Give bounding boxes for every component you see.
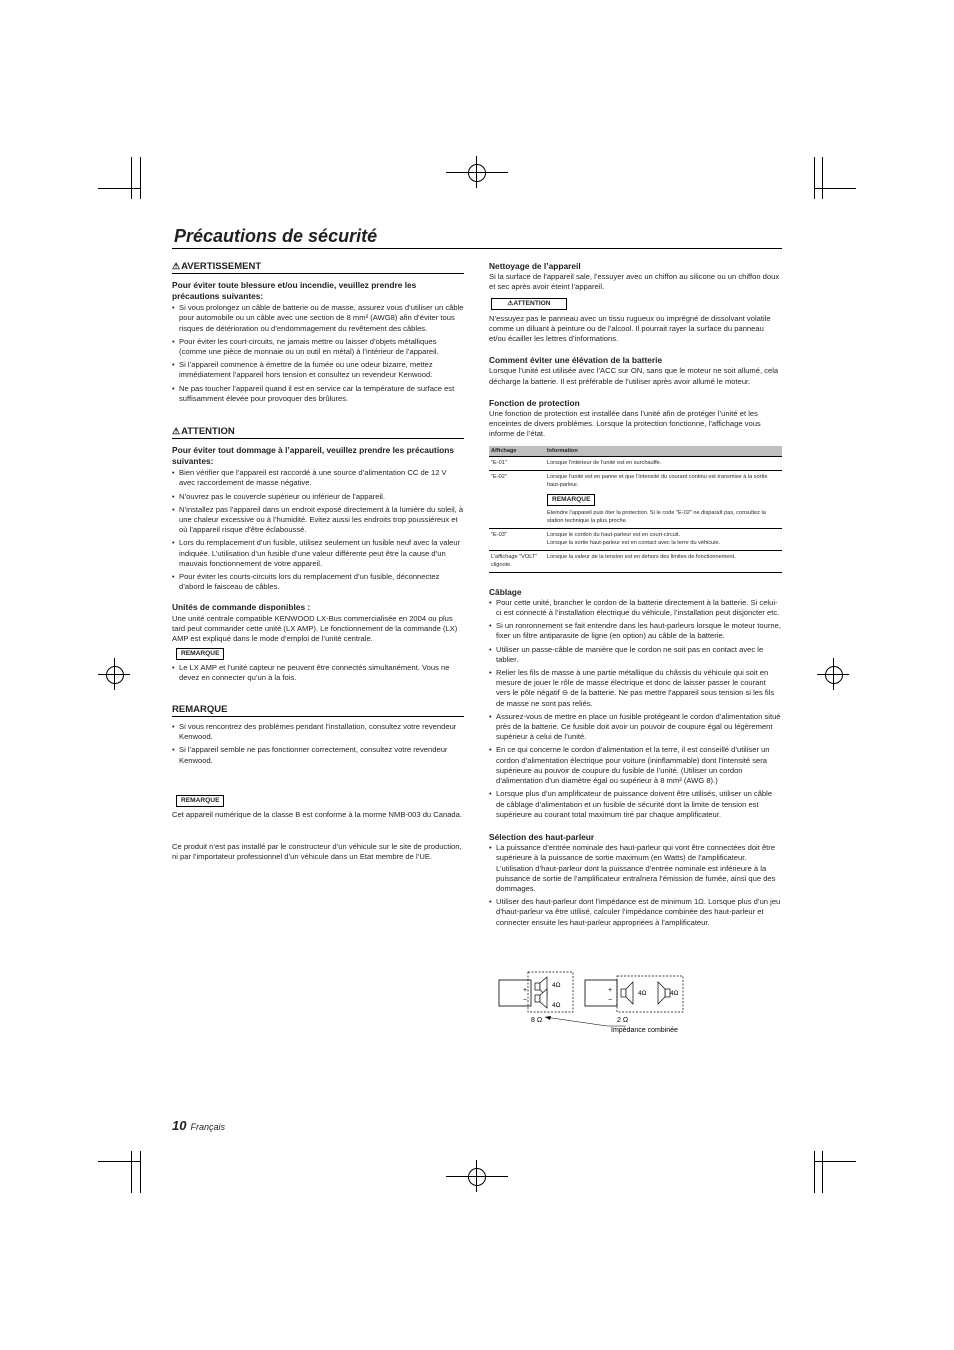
warning-triangle-icon: ⚠: [172, 261, 181, 271]
table-row: [489, 528, 782, 550]
list-item: • Si vous rencontrez des problèmes pendant l’installation, consultez votre revendeur Kenwood.: [172, 722, 464, 742]
canada-text: Cet appareil numérique de la classe B est conforme à la morme NMB-003 du Canada.: [172, 809, 462, 819]
speaker-icon: [535, 989, 547, 1008]
title-rule: [172, 248, 782, 249]
units-text: Une unité centrale compatible KENWOOD LX-Bus commercialisée en 2004 ou plus tard peut commander cette unité (LX AMP). Le fonctionnement de la commande (LX) AMP est expliqué dans le mode d’emploi de l’unité centrale.: [172, 613, 458, 644]
page-title: Précautions de sécurité: [174, 226, 378, 246]
series-total-label: 8 Ω: [531, 1017, 543, 1024]
svg-text:−: −: [523, 997, 528, 1004]
list-item: • Pour cette unité, brancher le cordon de la batterie directement à la batterie. Si celui-ci est connecté à l’installation électrique du véhicule, l’installation peut disjoncter etc.: [489, 598, 782, 618]
table-cell-text: Lorsque la sortie haut-parleur est en contact avec la terre du véhicule.: [547, 539, 721, 546]
speaker-icon: [621, 982, 633, 1004]
table-cell: [545, 528, 782, 550]
list-item: • Pour éviter les court-circuits, ne jamais mettre ou laisser d’objets métalliques (comme une pièce de monnaie ou un outil en métal) à l’intérieur de l’appareil.: [172, 337, 464, 357]
table-cell: "E-03": [489, 528, 545, 550]
list-item: • La puissance d’entrée nominale des haut-parleur qui vont être connectées doit être supérieure à la puissance de sortie maximum (en Watts) de l’amplificateur. L’utilisation d’haut-parleur dont la puissance d’entrée nominale est inférieure à la puissance de sortie de l’amplificateur entraînera l’émission de fumée, ainsi que des dommages.: [489, 843, 782, 894]
right-column: [489, 261, 782, 931]
list-item: • En ce qui concerne le cordon d’alimentation et la terre, il est conseillé d’utiliser un cordon d’alimentation électrique pour voiture (ininflammable) dont l’intensité sera supérieure au pouvoir de coupure du fusible de l’unité. (Utiliser un cordon d’alimentation d’un diamètre égal ou supérieur à 8 mm² (AWG 8).): [489, 745, 782, 786]
table-cell: "E-01": [489, 456, 545, 470]
cleaning-caution-text: N’essuyez pas le panneau avec un tissu rugueux ou imprégné de dissolvant volatile comme un diluant à peinture ou de l’alcool. Il pourrait rayer la surface du panneau et/ou écailler les lettres d’informations.: [489, 313, 771, 344]
units-note-badge: REMARQUE: [176, 648, 224, 660]
cleaning-heading: Nettoyage de l’appareil: [489, 261, 581, 271]
list-item: • N’ouvrez pas le couvercle supérieur ou inférieur de l’appareil.: [172, 492, 464, 502]
parallel-total-label: 2 Ω: [617, 1017, 629, 1024]
warning-triangle-icon: ⚠: [172, 426, 181, 437]
page-footer: [172, 1118, 225, 1133]
list-item: • Si l’appareil semble ne pas fonctionner correctement, consultez votre revendeur Kenwood.: [172, 745, 464, 765]
table-header-row: [489, 446, 782, 457]
table-cell-text: Lorsque le cordon du haut-parleur est en court-circuit.: [547, 531, 681, 538]
warning-intro: Pour éviter toute blessure et/ou incendie, veuillez prendre les précautions suivantes:: [172, 280, 417, 302]
protection-note: Eteindre l’appareil puis ôter la protection. Si le code "E-02" ne disparaît pas, consultez la station technique la plus proche.: [547, 509, 766, 524]
page-number: 10: [172, 1118, 187, 1133]
diagram-caption: Impédance combinée: [611, 1027, 678, 1034]
impedance-diagram: [495, 968, 705, 1036]
left-column: [172, 261, 464, 862]
list-item: • Si un ronronnement se fait entendre dans les haut-parleurs lorsque le moteur tourne, fixer un filtre antiparasite de ligne (en option) au câble de la batterie.: [489, 621, 782, 641]
amplifier-box-icon: [585, 980, 617, 1006]
canada-note-badge: REMARQUE: [176, 795, 224, 807]
list-item: • Utiliser des haut-parleur dont l’impédance est de minimum 1Ω. Lorsque plus d’un jeu d’haut-parleur va être utilisé, calculer l’impédance combinée des haut-parleur et connecter ensuite les haut-parleur appropriées à l’amplificateur.: [489, 897, 782, 928]
svg-text:−: −: [608, 997, 613, 1004]
list-item: • Lorsque plus d’un amplificateur de puissance doivent être utilisés, utiliser un câble de câblage d’alimentation et un fusible de sécurité dont la limite de tension est supérieure au courant total maximum tiré par chaque amplificateur.: [489, 789, 782, 820]
list-item: • Ne pas toucher l’appareil quand il est en service car la température de surface est suffisamment élevée pour provoquer des brûlures.: [172, 384, 464, 404]
list-item: • N’installez pas l’appareil dans un endroit exposé directement à la lumière du soleil, à une chaleur excessive ou à l’humidité. Evitez aussi les endroits trop poussiéreux et où l’appareil risque d’être éclaboussé.: [172, 505, 464, 536]
remarque-heading: REMARQUE: [172, 705, 464, 717]
cleaning-attention-badge: ⚠ATTENTION: [491, 298, 567, 310]
cabling-list: [489, 598, 782, 820]
warning-list: [172, 303, 464, 404]
svg-text:+: +: [608, 987, 613, 994]
footer-language: Français: [190, 1122, 225, 1132]
list-item: • Pour éviter les courts-circuits lors du remplacement d’un fusible, déconnectez d’abord le faisceau de câbles.: [172, 572, 464, 592]
list-item: • Bien vérifier que l’appareil est raccordé à une source d’alimentation CC de 12 V avec raccordement de masse négative.: [172, 468, 464, 488]
table-cell: "E-02": [489, 470, 545, 528]
list-item: • Si l’appareil commence à émettre de la fumée ou une odeur bizarre, mettez immédiatement l’appareil hors tension et consultez un revendeur Kenwood.: [172, 360, 464, 380]
list-item: • Assurez-vous de mettre en place un fusible protégeant le cordon d’alimentation situé près de la batterie. Ce fusible doit avoir un pouvoir de coupure égal ou légèrement supérieur à celui de l’unité.: [489, 712, 782, 743]
table-row: [489, 456, 782, 470]
speakers-heading: Sélection des haut-parleur: [489, 831, 595, 842]
battery-heading: Comment éviter une élévation de la batterie: [489, 355, 663, 366]
protection-text: Une fonction de protection est installée dans l’unité afin de protéger l’unité et les enceintes de divers problèmes. Lorsque la protection fonctionne, l’affichage vous informe de l’état.: [489, 409, 761, 439]
table-row: [489, 470, 782, 528]
table-cell: Lorsque la valeur de la tension est en dehors des limites de fonctionnement.: [545, 550, 782, 572]
cabling-heading: Câblage: [489, 586, 522, 597]
table-row: [489, 550, 782, 572]
units-note-list: [172, 663, 464, 683]
ohm-label: 4Ω: [670, 990, 679, 997]
units-heading: Unités de commande disponibles :: [172, 602, 311, 613]
protection-table: [489, 446, 782, 573]
svg-text:+: +: [523, 987, 528, 994]
caution-intro: Pour éviter tout dommage à l’appareil, veuillez prendre les précautions suivantes:: [172, 445, 455, 467]
table-header: Affichage: [489, 446, 545, 457]
caution-heading: ⚠ATTENTION: [172, 426, 464, 439]
warning-triangle-icon: ⚠: [507, 299, 514, 307]
list-item: • Le LX AMP et l’unité capteur ne peuvent être connectés simultanément. Vous ne devez en connecter qu’un à la fois.: [172, 663, 464, 683]
cleaning-text: Si la surface de l’appareil sale, l’essuyer avec un chiffon au silicone ou un chiffon doux et sec après avoir éteint l’appareil.: [489, 272, 780, 292]
ue-text: Ce produit n’est pas installé par le constructeur d’un véhicule sur le site de production, ni par l’importateur professionnel d’un véhicule dans un Etat membre de l’UE.: [172, 841, 462, 862]
list-item: • Si vous prolongez un câble de batterie ou de masse, assurez vous d’utiliser un câble pour automobile ou un câble avec une section de 8 mm² (AWG8) afin d’éviter tous risques de détérioration ou d’endommagement du revêtement des câbles.: [172, 303, 464, 334]
speakers-list: [489, 843, 782, 928]
table-cell: L’affichage "VOLT" clignote.: [489, 550, 545, 572]
protection-note-badge: REMARQUE: [547, 494, 595, 506]
speaker-icon: [658, 982, 670, 1004]
remarque-list: [172, 722, 464, 766]
table-cell: Lorsque l’intérieur de l’unité est en surchauffe.: [545, 456, 782, 470]
ohm-label: 4Ω: [552, 1002, 561, 1009]
table-cell-text: Lorsque l’unité est en panne et que l’intensité du courant continu est transmise à la sortie haut-parleur.: [547, 473, 768, 488]
warning-heading: ⚠AVERTISSEMENT: [172, 261, 464, 274]
list-item: • Relier les fils de masse à une partie métallique du châssis du véhicule qui soit en mesure de jouer le rôle de masse électrique et donc de laisser passer le courant vers le pôle négatif ⊖ de la batterie. Ne pas mettre l’appareil sous tension si les fils de masse ne sont pas reliés.: [489, 668, 782, 709]
protection-heading: Fonction de protection: [489, 397, 580, 408]
table-cell: [545, 470, 782, 528]
caution-list: [172, 468, 464, 592]
ohm-label: 4Ω: [552, 982, 561, 989]
list-item: • Lors du remplacement d’un fusible, utilisez seulement un fusible neuf avec la valeur indiquée. L’utilisation d’un fusible d’une valeur différente peut être la cause d’un mauvais fonctionnement de votre appareil.: [172, 538, 464, 569]
table-header: Information: [545, 446, 782, 457]
list-item: • Utiliser un passe-câble de manière que le cordon ne soit pas en contact avec le tablier.: [489, 645, 782, 665]
ohm-label: 4Ω: [638, 990, 647, 997]
battery-text: Lorsque l’unité est utilisée avec l’ACC sur ON, sans que le moteur ne soit allumé, cela décharge la batterie. Il est préférable de l’utiliser après avoir allumé le moteur.: [489, 366, 779, 386]
